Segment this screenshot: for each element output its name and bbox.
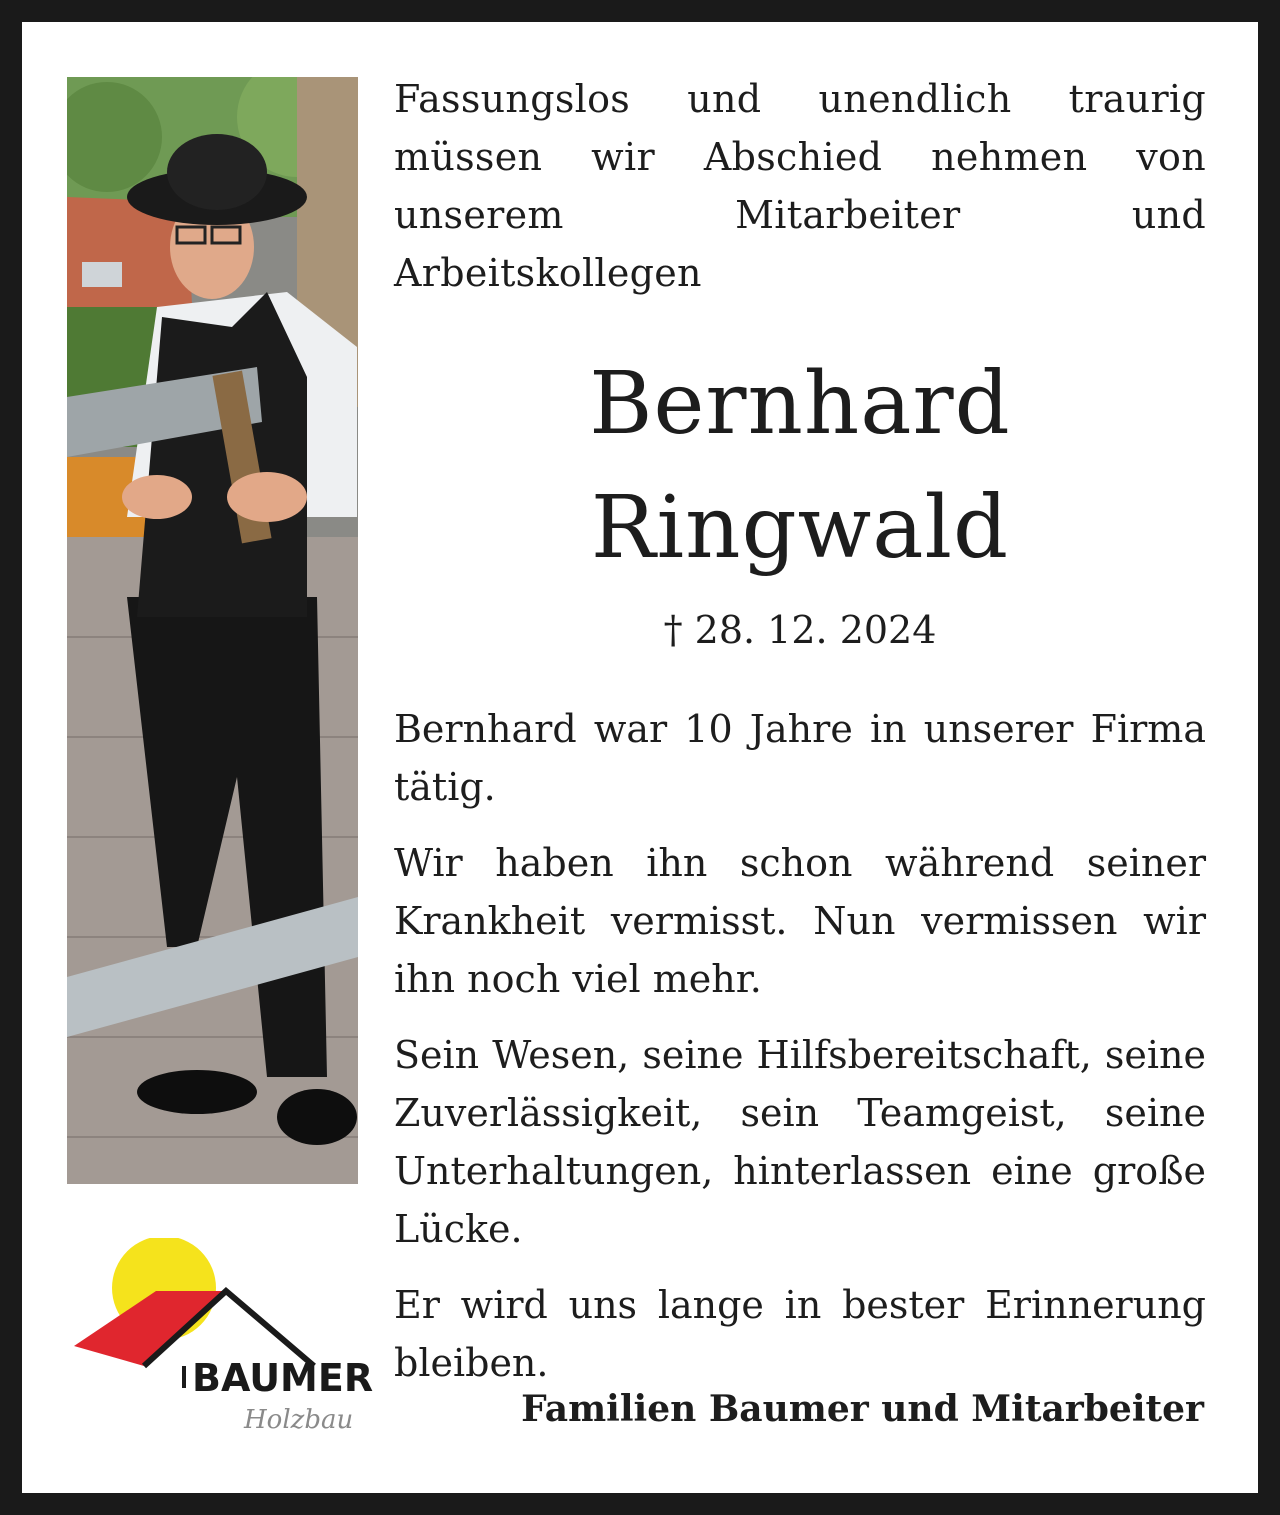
baumer-house-sun-icon [74, 1238, 404, 1438]
paragraph-4: Er wird uns lange in bester Erinnerung bleiben. [394, 1283, 1206, 1385]
deceased-last-name: Ringwald [590, 478, 1010, 578]
intro-line-3: unserem Mitarbeiter und Arbeitskollegen [394, 193, 1206, 295]
baumer-logo [74, 1238, 404, 1438]
logo-script: Holzbau [244, 1405, 354, 1435]
logo-company-name: BAUMER [192, 1356, 374, 1400]
deceased-first-name: Bernhard [589, 354, 1011, 454]
portrait-image [67, 77, 358, 1184]
intro-line-1: Fassungslos und unendlich traurig [394, 77, 1206, 121]
intro-line-2: müssen wir Abschied nehmen von [394, 135, 1206, 179]
paragraph-2: Wir haben ihn schon während seiner Krankheit vermisst. Nun vermissen wir ihn noch viel mehr. [394, 841, 1206, 1001]
signature: Familien Baumer und Mitarbeiter [521, 1388, 1204, 1430]
intro-text [394, 70, 1206, 302]
paragraph-1: Bernhard war 10 Jahre in unserer Firma tätig. [394, 707, 1206, 809]
death-date: † 28. 12. 2024 [663, 608, 937, 652]
portrait-photo [67, 77, 358, 1184]
paragraph-3: Sein Wesen, seine Hilfsbereitschaft, seine Zuverlässigkeit, sein Teamgeist, seine Unterhaltungen, hinterlassen eine große Lücke. [394, 1033, 1206, 1251]
notice-text [394, 70, 1206, 1392]
deceased-name [394, 342, 1206, 590]
obituary-notice [22, 22, 1258, 1493]
